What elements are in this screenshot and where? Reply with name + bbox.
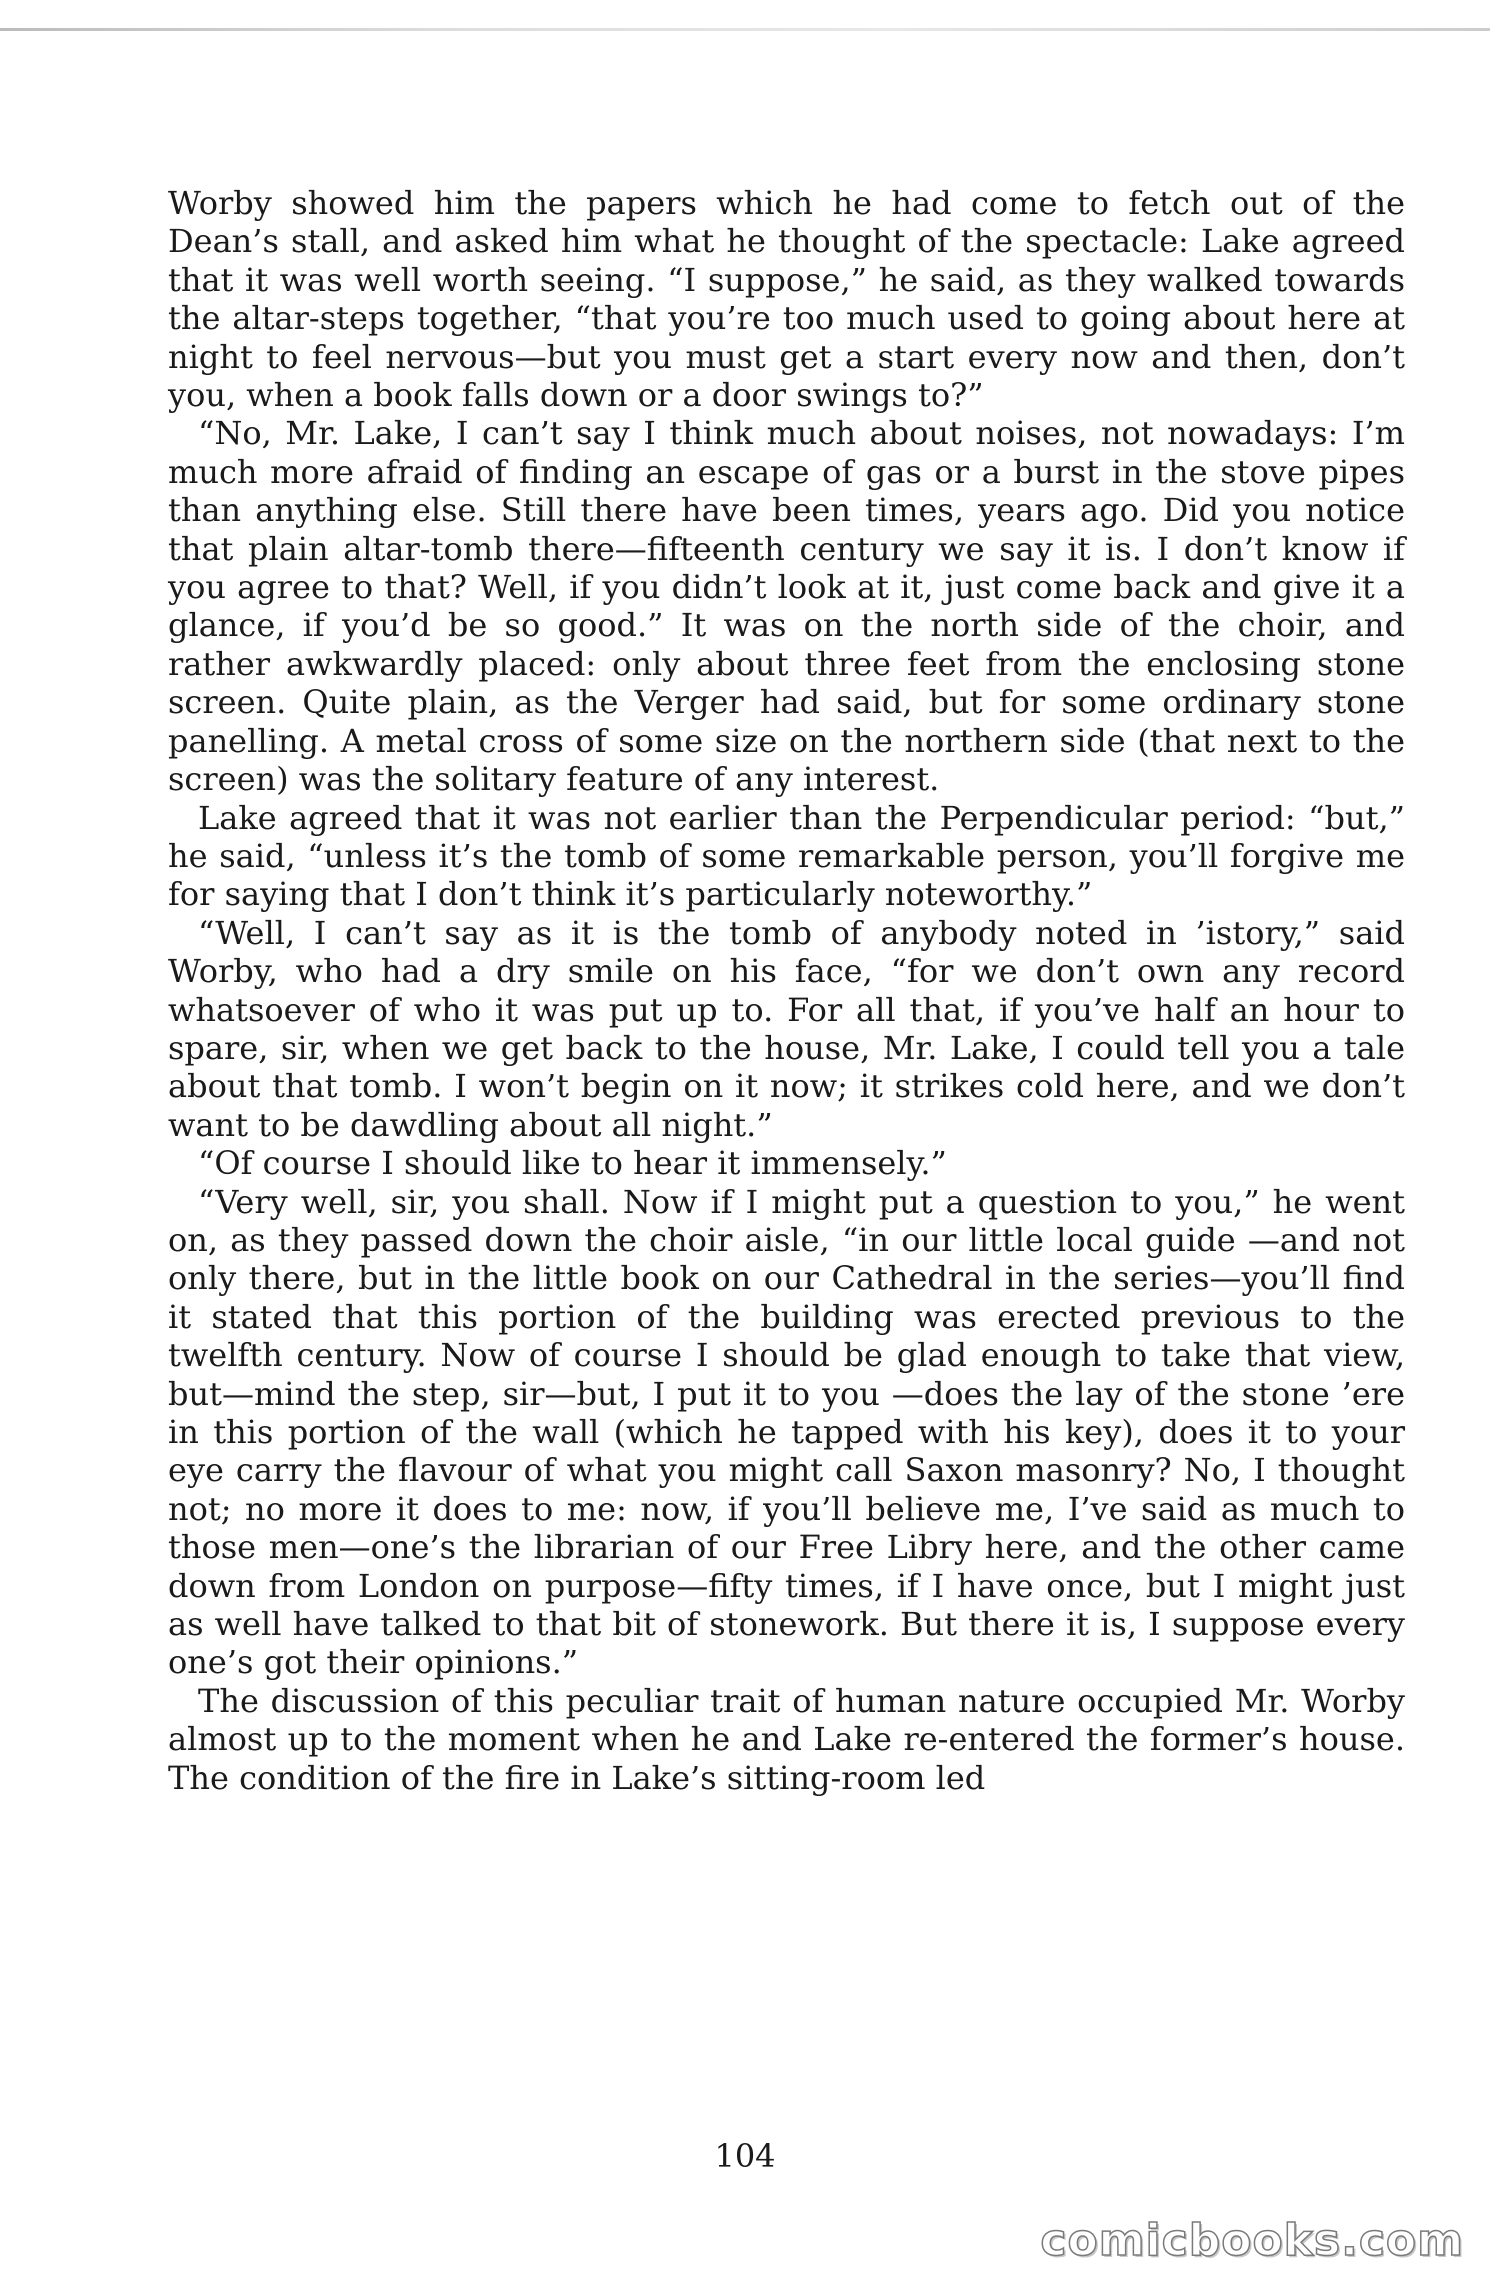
scan-edge-rule — [0, 28, 1490, 31]
paragraph-7: The discussion of this peculiar trait of human nature occupied Mr. Worby almost up to the moment when he and Lake re-entered the former’s house. The condition of the fire in Lake’s sitting-room led — [168, 1681, 1405, 1797]
page-body — [168, 184, 1405, 1797]
paragraph-2: “No, Mr. Lake, I can’t say I think much about noises, not nowadays: I’m much more afraid of finding an escape of gas or a burst in the stove pipes than anything else. Still there have been times, years ago. Did you notice that plain altar-tomb there—fifteenth century we say it is. I don’t know if you agree to that? Well, if you didn’t look at it, just come back and give it a glance, if you’d be so good.” It was on the north side of the choir, and rather awkwardly placed: only about three feet from the enclosing stone screen. Quite plain, as the Verger had said, but for some ordinary stone panelling. A metal cross of some size on the northern side (that next to the screen) was the solitary feature of any interest. — [168, 414, 1405, 799]
paragraph-4: “Well, I can’t say as it is the tomb of anybody noted in ’istory,” said Worby, who had a dry smile on his face, “for we don’t own any record whatsoever of who it was put up to. For all that, if you’ve half an hour to spare, sir, when we get back to the house, Mr. Lake, I could tell you a tale about that tomb. I won’t begin on it now; it strikes cold here, and we don’t want to be dawdling about all night.” — [168, 913, 1405, 1144]
watermark-logo: comicbooks.com — [1040, 2215, 1464, 2266]
page-number: 104 — [714, 2137, 776, 2175]
paragraph-1: Worby showed him the papers which he had come to fetch out of the Dean’s stall, and asked him what he thought of the spectacle: Lake agreed that it was well worth seeing. “I suppose,” he said, as they walked towards the altar-steps together, “that you’re too much used to going about here at night to feel nervous—but you must get a start every now and then, don’t you, when a book falls down or a door swings to?” — [168, 184, 1405, 415]
paragraph-3: Lake agreed that it was not earlier than the Perpendicular period: “but,” he said, “unless it’s the tomb of some remarkable person, you’ll forgive me for saying that I don’t think it’s particularly noteworthy.” — [168, 798, 1405, 914]
paragraph-5: “Of course I should like to hear it immensely.” — [198, 1144, 947, 1183]
paragraph-6: “Very well, sir, you shall. Now if I might put a question to you,” he went on, as they passed down the choir aisle, “in our little local guide —and not only there, but in the little book on our Cathedral in the series—you’ll find it stated that this portion of the building was erected previous to the twelfth century. Now of course I should be glad enough to take that view, but—mind the step, sir—but, I put it to you —does the lay of the stone ’ere in this portion of the wall (which he tapped with his key), does it to your eye carry the flavour of what you might call Saxon masonry? No, I thought not; no more it does to me: now, if you’ll believe me, I’ve said as much to those men—one’s the librarian of our Free Libry here, and the other came down from London on purpose—fifty times, if I have once, but I might just as well have talked to that bit of stonework. But there it is, I suppose every one’s got their opinions.” — [168, 1182, 1405, 1682]
